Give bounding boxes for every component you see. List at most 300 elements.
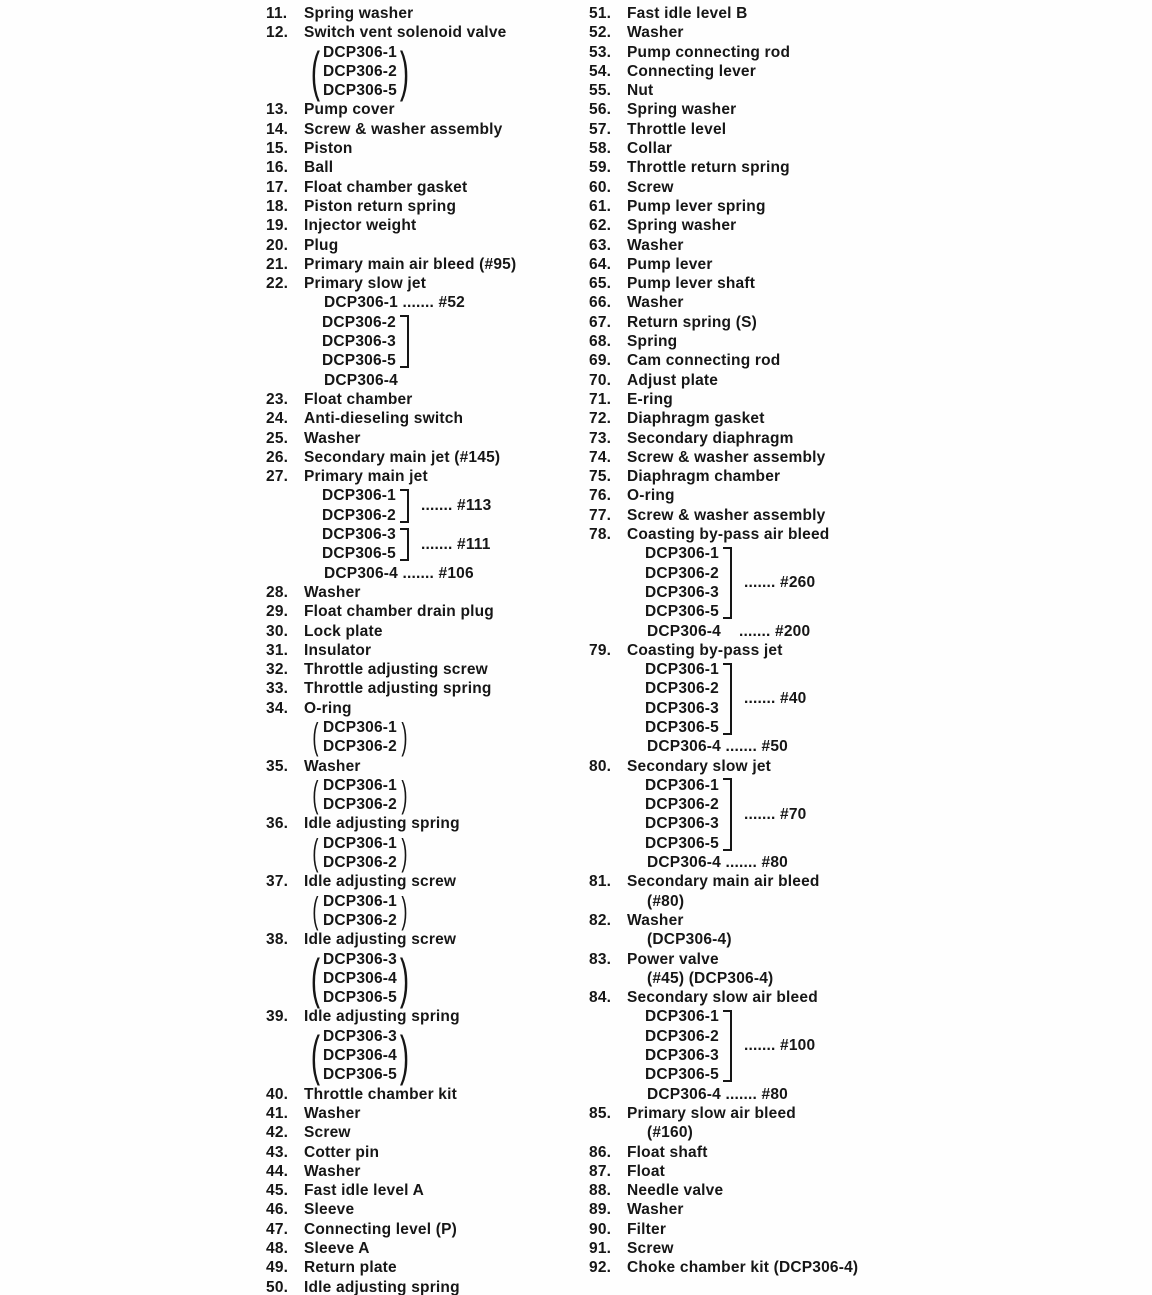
part-number: 59. xyxy=(589,159,612,177)
part-body xyxy=(627,1258,858,1277)
part-body xyxy=(627,448,825,467)
part-body xyxy=(304,1085,457,1104)
part-item xyxy=(266,120,516,139)
model-line: DCP306-5 xyxy=(323,1066,397,1084)
part-name: Ball xyxy=(304,159,334,177)
part-body xyxy=(304,158,333,177)
part-body xyxy=(304,467,491,583)
model-line: DCP306-2 xyxy=(323,62,397,80)
model-list xyxy=(323,776,397,815)
right-bracket xyxy=(723,663,732,735)
part-number: 40. xyxy=(266,1085,289,1103)
part-name: Return plate xyxy=(304,1259,397,1277)
part-item xyxy=(266,660,516,679)
part-body xyxy=(627,81,653,100)
part-name: Pump lever xyxy=(627,255,713,273)
part-body xyxy=(627,274,755,293)
open-paren-glyph: ( xyxy=(312,889,319,931)
part-name: Lock plate xyxy=(304,622,383,640)
part-number: 32. xyxy=(266,661,289,679)
part-name: Spring washer xyxy=(304,5,414,22)
part-body xyxy=(304,4,413,23)
right-bracket xyxy=(723,547,732,619)
right-bracket xyxy=(400,528,409,562)
part-number: 15. xyxy=(266,140,289,158)
part-number: 66. xyxy=(589,294,612,312)
part-item xyxy=(266,216,516,235)
part-number: 19. xyxy=(266,217,289,235)
part-body xyxy=(304,274,465,390)
part-body xyxy=(627,332,677,351)
part-body xyxy=(627,1162,665,1181)
part-item xyxy=(266,699,516,757)
model-list xyxy=(645,776,719,853)
part-item xyxy=(589,467,858,486)
close-paren-glyph: ) xyxy=(399,1024,410,1087)
part-number: 62. xyxy=(589,217,612,235)
part-body xyxy=(627,351,780,370)
part-item xyxy=(589,641,858,757)
part-number: 77. xyxy=(589,506,612,524)
model-list xyxy=(323,950,397,1008)
model-line: DCP306-5 xyxy=(645,603,719,621)
close-paren-glyph: ) xyxy=(401,889,408,931)
part-item xyxy=(266,1162,516,1181)
part-sub-line: DCP306-4 ....... #50 xyxy=(647,738,788,756)
part-item xyxy=(589,448,858,467)
part-number: 11. xyxy=(266,5,288,22)
part-number: 72. xyxy=(589,410,612,428)
part-name: Throttle chamber kit xyxy=(304,1085,457,1103)
part-item xyxy=(266,255,516,274)
model-line: DCP306-5 xyxy=(323,82,397,100)
part-item xyxy=(589,255,858,274)
model-line: DCP306-3 xyxy=(323,950,397,968)
part-body xyxy=(304,448,500,467)
part-name: Float chamber drain plug xyxy=(304,603,494,621)
part-name: Fast idle level B xyxy=(627,5,748,22)
part-body xyxy=(304,699,412,757)
model-line: DCP306-1 xyxy=(323,718,397,736)
jet-size-value: ....... #40 xyxy=(743,690,807,708)
part-name: Secondary slow air bleed xyxy=(627,989,818,1007)
part-item xyxy=(589,351,858,370)
part-number: 53. xyxy=(589,43,612,61)
part-item xyxy=(589,1143,858,1162)
part-item xyxy=(589,911,858,950)
part-name: Secondary main jet (#145) xyxy=(304,448,501,466)
part-name: Screw & washer assembly xyxy=(304,120,503,138)
part-item xyxy=(589,178,858,197)
part-number: 24. xyxy=(266,410,289,428)
model-line: DCP306-2 xyxy=(322,506,396,524)
part-name: Sleeve xyxy=(304,1201,355,1219)
part-name: Diaphragm gasket xyxy=(627,410,765,428)
part-item xyxy=(589,506,858,525)
part-number: 33. xyxy=(266,680,289,698)
model-bracket-group xyxy=(322,525,491,564)
part-number: 13. xyxy=(266,101,289,119)
part-name: Connecting level (P) xyxy=(304,1220,457,1238)
part-body xyxy=(627,988,818,1104)
part-number: 30. xyxy=(266,622,289,640)
part-name: Screw xyxy=(304,1124,351,1142)
part-name: Return spring (S) xyxy=(627,313,757,331)
model-line: DCP306-5 xyxy=(322,352,396,370)
model-line: DCP306-2 xyxy=(323,796,397,814)
model-list xyxy=(322,525,396,564)
part-number: 37. xyxy=(266,873,289,891)
part-body xyxy=(304,872,456,930)
part-number: 55. xyxy=(589,82,612,100)
part-name: Washer xyxy=(627,294,684,312)
part-name: Anti-dieseling switch xyxy=(304,410,464,428)
part-item xyxy=(589,1220,858,1239)
part-body xyxy=(627,178,674,197)
model-list xyxy=(645,544,719,621)
model-list xyxy=(322,313,396,371)
part-number: 28. xyxy=(266,583,289,601)
part-body xyxy=(304,236,338,255)
part-body xyxy=(627,4,748,23)
model-list xyxy=(323,834,397,873)
part-body xyxy=(627,409,765,428)
part-body xyxy=(627,525,829,641)
model-list xyxy=(323,1027,397,1085)
part-item xyxy=(589,872,858,911)
part-name: Connecting lever xyxy=(627,62,756,80)
part-body xyxy=(627,43,790,62)
part-number: 67. xyxy=(589,313,612,331)
part-body xyxy=(627,23,684,42)
part-name: Washer xyxy=(627,1201,684,1219)
part-item xyxy=(266,1085,516,1104)
part-name: Needle valve xyxy=(627,1182,724,1200)
part-item xyxy=(589,81,858,100)
part-number: 63. xyxy=(589,236,612,254)
part-body xyxy=(627,216,736,235)
part-item xyxy=(266,158,516,177)
part-body xyxy=(304,930,456,1007)
part-item xyxy=(266,679,516,698)
model-paren-group xyxy=(308,40,506,103)
part-body xyxy=(627,1104,796,1143)
part-item xyxy=(589,1104,858,1143)
part-item xyxy=(266,1007,516,1087)
part-name: Spring washer xyxy=(627,101,737,119)
part-number: 70. xyxy=(589,371,612,389)
part-name: Filter xyxy=(627,1220,667,1238)
part-name: Piston return spring xyxy=(304,197,457,215)
model-line: DCP306-3 xyxy=(322,333,396,351)
jet-size-value: ....... #260 xyxy=(743,574,816,592)
model-list xyxy=(323,892,397,931)
part-number: 38. xyxy=(266,931,289,949)
part-body xyxy=(304,1239,370,1258)
part-name: Washer xyxy=(627,911,684,929)
model-list xyxy=(322,486,396,525)
part-number: 61. xyxy=(589,197,612,215)
part-name: Float chamber gasket xyxy=(304,178,468,196)
open-paren-glyph: ( xyxy=(312,831,319,873)
part-body xyxy=(304,660,488,679)
part-body xyxy=(304,409,463,428)
part-body xyxy=(627,120,726,139)
part-item xyxy=(589,486,858,505)
part-name: Injector weight xyxy=(304,217,417,235)
model-bracket-group xyxy=(645,544,829,621)
part-body xyxy=(304,1007,460,1087)
part-name: Secondary main air bleed xyxy=(627,873,820,891)
close-paren-glyph: ) xyxy=(401,715,408,757)
part-item xyxy=(589,62,858,81)
part-name: Piston xyxy=(304,140,353,158)
model-line: DCP306-1 xyxy=(323,43,397,61)
part-item xyxy=(589,274,858,293)
model-line: DCP306-3 xyxy=(645,815,719,833)
part-sub-line: (#45) (DCP306-4) xyxy=(647,969,774,987)
model-line: DCP306-1 xyxy=(645,776,719,794)
open-paren-glyph: ( xyxy=(310,1024,321,1087)
part-name: Adjust plate xyxy=(627,371,719,389)
part-name: Screw & washer assembly xyxy=(627,448,826,466)
model-line: DCP306-3 xyxy=(645,583,719,601)
part-number: 39. xyxy=(266,1008,289,1026)
part-name: Insulator xyxy=(304,641,372,659)
part-name: Washer xyxy=(304,757,361,775)
part-item xyxy=(589,139,858,158)
part-item xyxy=(266,1104,516,1123)
part-body xyxy=(627,429,794,448)
part-number: 85. xyxy=(589,1104,612,1122)
part-item xyxy=(266,448,516,467)
parts-column-right xyxy=(589,4,858,1278)
part-number: 73. xyxy=(589,429,612,447)
part-item xyxy=(266,583,516,602)
part-name: Primary main jet xyxy=(304,468,428,486)
model-paren-group xyxy=(308,773,412,815)
model-line: DCP306-2 xyxy=(323,738,397,756)
part-name: Cam connecting rod xyxy=(627,352,781,370)
part-item xyxy=(589,293,858,312)
part-name: Primary slow air bleed xyxy=(627,1104,796,1122)
part-item xyxy=(266,274,516,390)
part-item xyxy=(589,313,858,332)
part-number: 50. xyxy=(266,1278,289,1295)
model-paren-group xyxy=(308,831,460,873)
part-item xyxy=(266,1278,516,1295)
model-line: DCP306-1 xyxy=(323,776,397,794)
part-name: Idle adjusting spring xyxy=(304,1008,460,1026)
part-name: Choke chamber kit (DCP306-4) xyxy=(627,1259,859,1277)
part-number: 31. xyxy=(266,641,289,659)
model-line: DCP306-3 xyxy=(322,526,396,544)
part-number: 25. xyxy=(266,429,289,447)
part-item xyxy=(266,139,516,158)
part-item xyxy=(589,43,858,62)
part-item xyxy=(266,641,516,660)
part-body xyxy=(304,390,413,409)
part-item xyxy=(589,371,858,390)
part-item xyxy=(589,158,858,177)
part-number: 34. xyxy=(266,699,289,717)
part-name: Fast idle level A xyxy=(304,1182,424,1200)
right-bracket xyxy=(723,1010,732,1082)
right-bracket xyxy=(400,489,409,523)
part-item xyxy=(589,120,858,139)
part-number: 71. xyxy=(589,390,612,408)
close-paren-glyph: ) xyxy=(399,946,410,1009)
part-name: Coasting by-pass jet xyxy=(627,641,783,659)
part-number: 69. xyxy=(589,352,612,370)
part-item xyxy=(589,1239,858,1258)
part-name: Pump lever shaft xyxy=(627,275,756,293)
part-body xyxy=(627,1200,684,1219)
close-paren-glyph: ) xyxy=(399,40,410,103)
part-name: Power valve xyxy=(627,950,719,968)
part-name: Pump connecting rod xyxy=(627,43,791,61)
part-item xyxy=(589,332,858,351)
model-paren-group xyxy=(308,715,412,757)
part-item xyxy=(266,757,516,815)
part-body xyxy=(304,429,361,448)
model-bracket-group xyxy=(645,1007,818,1084)
model-list xyxy=(323,718,397,757)
part-body xyxy=(627,197,766,216)
part-body xyxy=(304,1143,379,1162)
open-paren-glyph: ( xyxy=(312,773,319,815)
part-body xyxy=(304,120,502,139)
part-number: 42. xyxy=(266,1124,289,1142)
part-number: 18. xyxy=(266,197,289,215)
part-item xyxy=(266,236,516,255)
part-number: 75. xyxy=(589,468,612,486)
part-number: 47. xyxy=(266,1220,289,1238)
part-item xyxy=(266,100,516,119)
part-number: 79. xyxy=(589,641,612,659)
part-body xyxy=(304,1104,361,1123)
part-number: 84. xyxy=(589,989,612,1007)
model-line: DCP306-3 xyxy=(645,1047,719,1065)
model-line: DCP306-1 xyxy=(323,892,397,910)
part-body xyxy=(304,139,353,158)
part-body xyxy=(304,1258,397,1277)
part-name: Float shaft xyxy=(627,1143,708,1161)
part-number: 88. xyxy=(589,1182,612,1200)
open-paren-glyph: ( xyxy=(310,40,321,103)
open-paren-glyph: ( xyxy=(310,946,321,1009)
part-item xyxy=(266,1200,516,1219)
part-body xyxy=(627,293,684,312)
part-item xyxy=(266,1181,516,1200)
part-number: 46. xyxy=(266,1201,289,1219)
model-list xyxy=(323,43,397,101)
part-item xyxy=(266,1239,516,1258)
model-line: DCP306-1 xyxy=(645,1008,719,1026)
jet-size-value: ....... #100 xyxy=(743,1037,816,1055)
part-body xyxy=(627,255,713,274)
part-body xyxy=(627,371,718,390)
part-item xyxy=(589,236,858,255)
part-name: Screw & washer assembly xyxy=(627,506,826,524)
part-body xyxy=(627,158,790,177)
part-body xyxy=(627,950,773,989)
part-number: 36. xyxy=(266,815,289,833)
part-number: 12. xyxy=(266,24,289,42)
part-name: Washer xyxy=(627,24,684,42)
model-line: DCP306-2 xyxy=(645,796,719,814)
model-paren-group xyxy=(308,1024,460,1087)
model-line: DCP306-2 xyxy=(645,680,719,698)
model-list xyxy=(645,660,719,737)
part-body xyxy=(304,23,507,103)
part-item xyxy=(589,409,858,428)
part-body xyxy=(627,757,806,873)
part-body xyxy=(304,757,412,815)
part-name: Spring xyxy=(627,333,678,351)
close-paren-glyph: ) xyxy=(401,773,408,815)
model-list xyxy=(645,1007,719,1084)
part-number: 29. xyxy=(266,603,289,621)
part-item xyxy=(266,390,516,409)
part-number: 56. xyxy=(589,101,612,119)
part-item xyxy=(266,1143,516,1162)
part-sub-line: DCP306-4 ....... #80 xyxy=(647,1085,788,1103)
part-number: 44. xyxy=(266,1162,289,1180)
part-name: Float chamber xyxy=(304,390,413,408)
model-line: DCP306-3 xyxy=(645,699,719,717)
part-name: Idle adjusting screw xyxy=(304,873,457,891)
model-line: DCP306-2 xyxy=(322,313,396,331)
part-number: 90. xyxy=(589,1220,612,1238)
part-item xyxy=(266,930,516,1007)
part-item xyxy=(589,100,858,119)
part-name: Nut xyxy=(627,82,654,100)
part-name: Screw xyxy=(627,178,674,196)
part-sub-line: DCP306-4 xyxy=(324,371,398,389)
model-line: DCP306-5 xyxy=(322,545,396,563)
part-name: Idle adjusting spring xyxy=(304,815,460,833)
close-paren-glyph: ) xyxy=(401,831,408,873)
part-sub-line: DCP306-1 ....... #52 xyxy=(324,294,465,312)
part-body xyxy=(627,506,825,525)
part-body xyxy=(304,216,416,235)
part-number: 80. xyxy=(589,757,612,775)
part-item xyxy=(589,1200,858,1219)
part-number: 60. xyxy=(589,178,612,196)
part-body xyxy=(627,390,673,409)
part-number: 74. xyxy=(589,448,612,466)
part-item xyxy=(266,602,516,621)
part-number: 35. xyxy=(266,757,289,775)
part-item xyxy=(589,525,858,641)
part-name: E-ring xyxy=(627,390,673,408)
model-line: DCP306-2 xyxy=(323,911,397,929)
jet-size-value: ....... #111 xyxy=(420,535,491,553)
part-body xyxy=(627,313,757,332)
part-body xyxy=(627,1181,723,1200)
part-body xyxy=(627,641,806,757)
part-item xyxy=(589,1258,858,1277)
part-sub-line: (#160) xyxy=(647,1124,694,1142)
part-name: Throttle return spring xyxy=(627,159,790,177)
part-number: 87. xyxy=(589,1162,612,1180)
part-item xyxy=(266,467,516,583)
part-name: Throttle adjusting spring xyxy=(304,680,492,698)
part-number: 23. xyxy=(266,390,289,408)
part-item xyxy=(589,23,858,42)
part-body xyxy=(627,139,672,158)
